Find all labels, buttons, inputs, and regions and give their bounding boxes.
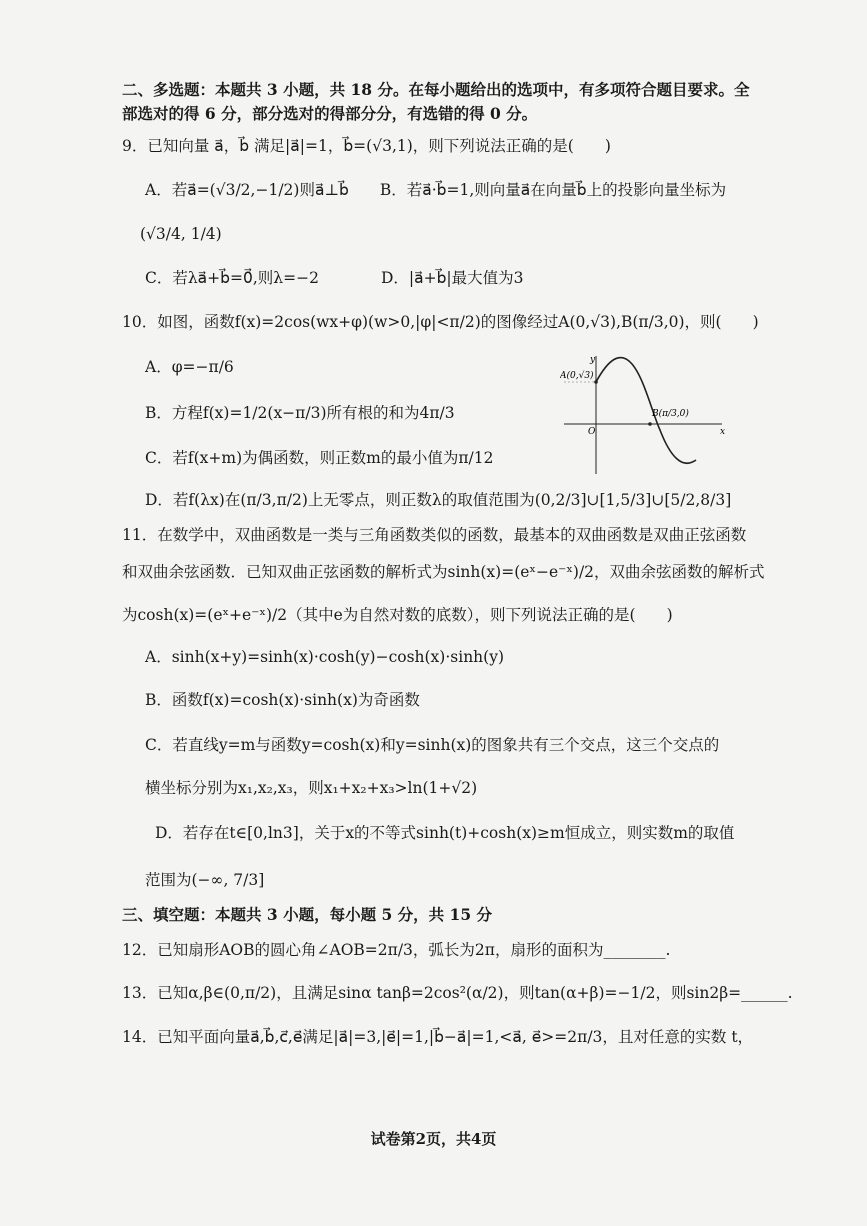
page-footer: 试卷第2页，共4页 <box>370 1130 497 1148</box>
y-axis-label: y <box>590 355 596 365</box>
section3-heading: 三、填空题：本题共 3 小题，每小题 5 分，共 15 分 <box>122 905 493 924</box>
section2-heading-line1: 二、多选题：本题共 3 小题，共 18 分。在每小题给出的选项中，有多项符合题目要求。全 <box>122 80 750 99</box>
q14-text: 14．已知平面向量a⃗,b⃗,c⃗,e⃗满足|a⃗|=3,|e⃗|=1,|b⃗−a⃗|=1,<a⃗, e⃗>=2π/3，且对任意的实数 t， <box>122 1028 754 1046</box>
point-b-dot <box>648 422 652 426</box>
q11-option-d-line1: D．若存在t∈[0,ln3]，关于x的不等式sinh(t)+cosh(x)≥m恒成立，则实数m的取值 <box>155 824 735 842</box>
point-b-label: B(π/3,0) <box>652 409 689 419</box>
q11-line1: 11．在数学中，双曲函数是一类与三角函数类似的函数，最基本的双曲函数是双曲正弦函数 <box>122 526 747 544</box>
q11-option-a: A．sinh(x+y)=sinh(x)·cosh(y)−cosh(x)·sinh(y) <box>145 648 505 666</box>
q11-option-c-line2: 横坐标分别为x₁,x₂,x₃，则x₁+x₂+x₃>ln(1+√2) <box>145 779 478 797</box>
origin-label: O <box>588 427 596 437</box>
q11-option-d-line2: 范围为(−∞, 7/3] <box>145 871 265 889</box>
q10-option-d: D．若f(λx)在(π/3,π/2)上无零点，则正数λ的取值范围为(0,2/3]∪[1,5/3]∪[5/2,8/3] <box>145 491 732 509</box>
q10-option-b: B．方程f(x)=1/2(x−π/3)所有根的和为4π/3 <box>145 404 455 422</box>
point-a-dot <box>594 380 598 384</box>
q13-text: 13．已知α,β∈(0,π/2)，且满足sinα tanβ=2cos²(α/2)，则tan(α+β)=−1/2，则sin2β=______. <box>122 984 793 1002</box>
cosine-function-graph <box>560 352 728 476</box>
q11-option-c-line1: C．若直线y=m与函数y=cosh(x)和y=sinh(x)的图象共有三个交点，这三个交点的 <box>145 736 720 754</box>
q10-stem: 10．如图，函数f(x)=2cos(wx+φ)(w>0,|φ|<π/2)的图像经过A(0,√3),B(π/3,0)，则( ) <box>122 313 759 331</box>
q9-options-ab: A．若a⃗=(√3/2,−1/2)则a⃗⊥b⃗ B．若a⃗·b⃗=1,则向量a⃗在向量b⃗上的投影向量坐标为 <box>145 181 727 199</box>
q11-line3: 为cosh(x)=(eˣ+e⁻ˣ)/2（其中e为自然对数的底数），则下列说法正确的是( ) <box>122 606 673 624</box>
x-axis-label: x <box>720 427 726 437</box>
q9-stem: 9．已知向量 a⃗，b⃗ 满足|a⃗|=1，b⃗=(√3,1)，则下列说法正确的是( ) <box>122 137 611 155</box>
q9-option-b-continued: (√3/4, 1/4) <box>140 225 222 243</box>
q10-option-a: A．φ=−π/6 <box>145 358 234 376</box>
section2-heading-line2: 部选对的得 6 分，部分选对的得部分分，有选错的得 0 分。 <box>122 104 538 123</box>
q12-text: 12．已知扇形AOB的圆心角∠AOB=2π/3，弧长为2π，扇形的面积为________. <box>122 941 671 959</box>
q10-option-c: C．若f(x+m)为偶函数，则正数m的最小值为π/12 <box>145 449 494 467</box>
point-a-label: A(0,√3) <box>560 371 594 381</box>
q11-line2: 和双曲余弦函数．已知双曲正弦函数的解析式为sinh(x)=(eˣ−e⁻ˣ)/2，双曲余弦函数的解析式 <box>122 563 765 581</box>
q11-option-b: B．函数f(x)=cosh(x)·sinh(x)为奇函数 <box>145 691 420 709</box>
q9-options-cd: C．若λa⃗+b⃗=0⃗,则λ=−2 D．|a⃗+b⃗|最大值为3 <box>145 269 524 287</box>
